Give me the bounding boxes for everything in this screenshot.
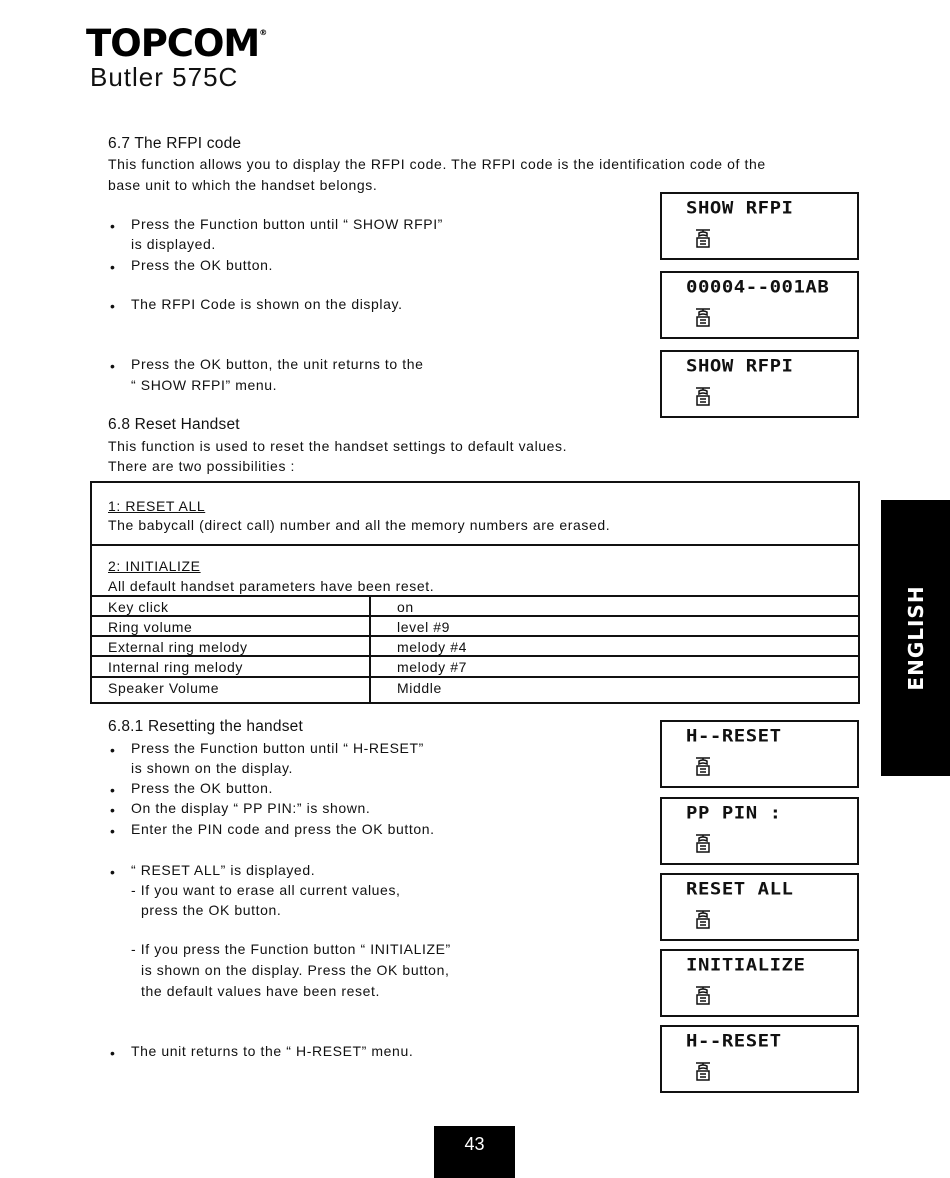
lcd-text: RESET ALL <box>686 879 794 899</box>
bullet: • <box>110 802 115 818</box>
lcd-display-show-rfpi <box>660 350 859 418</box>
resetting-sub2-line2: is shown on the display. Press the OK button, <box>141 962 450 978</box>
option-reset-all-title: 1: RESET ALL <box>108 498 206 514</box>
table-rule <box>90 595 860 597</box>
lcd-display-pp-pin <box>660 797 859 865</box>
page-number: 43 <box>464 1134 485 1154</box>
registered-mark: ® <box>259 28 268 37</box>
rfpi-step2: Press the OK button. <box>131 257 273 273</box>
handset-icon <box>693 831 713 855</box>
bullet: • <box>110 1045 115 1061</box>
lcd-text: SHOW RFPI <box>686 198 794 218</box>
resetting-step1-line1: Press the Function button until “ H-RESET” <box>131 740 424 756</box>
page-number-box <box>434 1126 515 1178</box>
resetting-step6: The unit returns to the “ H-RESET” menu. <box>131 1043 414 1059</box>
bullet: • <box>110 218 115 234</box>
bullet: • <box>110 742 115 758</box>
handset-icon <box>693 305 713 329</box>
table-cell-value: level #9 <box>397 619 451 635</box>
model-name: Butler 575C <box>90 62 239 92</box>
resetting-step2: Press the OK button. <box>131 780 273 796</box>
reset-intro-line1: This function is used to reset the handset settings to default values. <box>108 438 568 454</box>
reset-intro-line2: There are two possibilities : <box>108 458 296 474</box>
lcd-display-show-rfpi <box>660 192 859 260</box>
rfpi-step1-line2: is displayed. <box>131 236 216 252</box>
resetting-step3: On the display “ PP PIN:” is shown. <box>131 800 371 816</box>
lcd-text: PP PIN : <box>686 803 782 823</box>
handset-icon <box>693 384 713 408</box>
table-rule <box>90 615 860 617</box>
table-cell-param: Speaker Volume <box>108 680 220 696</box>
resetting-step4: Enter the PIN code and press the OK button. <box>131 821 435 837</box>
table-cell-value: on <box>397 599 414 615</box>
table-cell-param: External ring melody <box>108 639 248 655</box>
bullet: • <box>110 864 115 880</box>
option-initialize-title: 2: INITIALIZE <box>108 558 201 574</box>
bullet: • <box>110 298 115 314</box>
bullet: • <box>110 782 115 798</box>
lcd-display-h-reset <box>660 720 859 788</box>
bullet: • <box>110 823 115 839</box>
lcd-display-rfpi-code <box>660 271 859 339</box>
table-divider <box>90 544 860 546</box>
resetting-step1-line2: is shown on the display. <box>131 760 294 776</box>
rfpi-intro-line1: This function allows you to display the RFPI code. The RFPI code is the identification code of the <box>108 156 766 172</box>
lcd-text: 00004--001AB <box>686 277 830 297</box>
rfpi-step1-line1: Press the Function button until “ SHOW RFPI” <box>131 216 443 232</box>
rfpi-step4-line1: Press the OK button, the unit returns to the <box>131 356 424 372</box>
option-reset-all-desc: The babycall (direct call) number and all the memory numbers are erased. <box>108 517 611 533</box>
option-initialize-desc: All default handset parameters have been reset. <box>108 578 435 594</box>
section-title-reset: 6.8 Reset Handset <box>108 416 240 433</box>
language-tab-label: ENGLISH <box>903 585 928 691</box>
brand-logo <box>86 22 267 65</box>
rfpi-intro-line2: base unit to which the handset belongs. <box>108 177 378 193</box>
table-cell-value: Middle <box>397 680 442 696</box>
lcd-display-h-reset <box>660 1025 859 1093</box>
rfpi-step3: The RFPI Code is shown on the display. <box>131 296 403 312</box>
section-title-resetting: 6.8.1 Resetting the handset <box>108 718 303 735</box>
resetting-sub2-line3: the default values have been reset. <box>141 983 380 999</box>
table-cell-value: melody #4 <box>397 639 467 655</box>
table-cell-param: Key click <box>108 599 169 615</box>
brand-name: TOPCOM <box>86 22 260 65</box>
resetting-step5: “ RESET ALL” is displayed. <box>131 862 316 878</box>
table-cell-param: Ring volume <box>108 619 193 635</box>
table-column-rule <box>369 596 371 704</box>
rfpi-step4-line2: “ SHOW RFPI” menu. <box>131 377 278 393</box>
table-cell-param: Internal ring melody <box>108 659 243 675</box>
bullet: • <box>110 358 115 374</box>
resetting-sub2-line1: - If you press the Function button “ INITIALIZE” <box>131 941 451 957</box>
lcd-text: H--RESET <box>686 726 782 746</box>
handset-icon <box>693 907 713 931</box>
table-rule <box>90 676 860 678</box>
lcd-text: SHOW RFPI <box>686 356 794 376</box>
section-title-rfpi: 6.7 The RFPI code <box>108 135 242 152</box>
resetting-sub1-line2: press the OK button. <box>141 902 282 918</box>
handset-icon <box>693 1059 713 1083</box>
language-tab <box>881 500 950 776</box>
lcd-text: H--RESET <box>686 1031 782 1051</box>
bullet: • <box>110 259 115 275</box>
handset-icon <box>693 226 713 250</box>
lcd-text: INITIALIZE <box>686 955 806 975</box>
handset-icon <box>693 754 713 778</box>
handset-icon <box>693 983 713 1007</box>
lcd-display-reset-all <box>660 873 859 941</box>
table-cell-value: melody #7 <box>397 659 467 675</box>
resetting-sub1-line1: - If you want to erase all current values, <box>131 882 401 898</box>
lcd-display-initialize <box>660 949 859 1017</box>
table-rule <box>90 635 860 637</box>
